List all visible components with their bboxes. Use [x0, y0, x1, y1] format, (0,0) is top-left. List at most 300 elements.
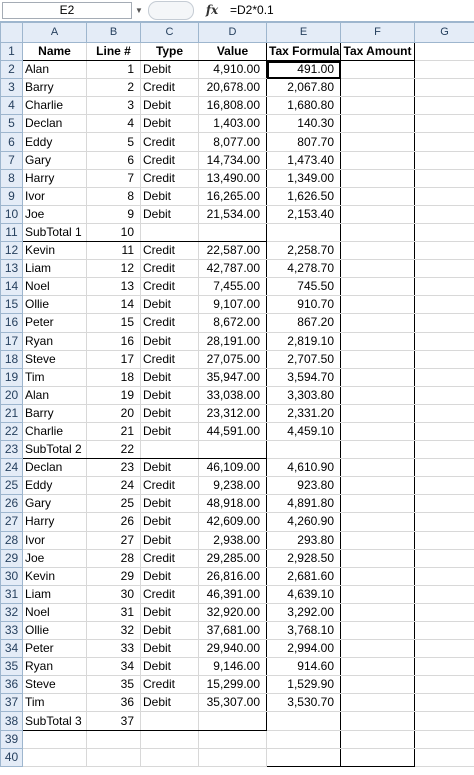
cell-value[interactable]: 21,534.00	[199, 205, 267, 223]
cell-tax-formula[interactable]	[267, 712, 341, 730]
cell-line[interactable]: 17	[87, 350, 141, 368]
cell-g[interactable]	[415, 97, 474, 115]
cell-g[interactable]	[415, 422, 474, 440]
cell-value[interactable]: 28,191.00	[199, 332, 267, 350]
cell-name[interactable]: Noel	[23, 603, 87, 621]
cell-name[interactable]: SubTotal 3	[23, 712, 87, 730]
cell-tax-formula[interactable]: 867.20	[267, 314, 341, 332]
cell-name[interactable]: Ryan	[23, 332, 87, 350]
cell-value[interactable]: 1,403.00	[199, 115, 267, 133]
cell-tax-amount[interactable]	[341, 386, 415, 404]
cell-g[interactable]	[415, 694, 474, 712]
cell-value[interactable]: 46,109.00	[199, 459, 267, 477]
cell-type[interactable]: Debit	[141, 422, 199, 440]
row-header[interactable]: 12	[1, 242, 23, 260]
cell-name[interactable]: Gary	[23, 151, 87, 169]
cell-tax-amount[interactable]	[341, 79, 415, 97]
cell-line[interactable]: 3	[87, 97, 141, 115]
header-cell-name[interactable]: Name	[23, 43, 87, 61]
cell-tax-amount[interactable]	[341, 640, 415, 658]
cell-g[interactable]	[415, 441, 474, 459]
cell-g[interactable]	[415, 567, 474, 585]
header-cell-type[interactable]: Type	[141, 43, 199, 61]
cell-type[interactable]: Credit	[141, 676, 199, 694]
cell-tax-formula[interactable]: 3,530.70	[267, 694, 341, 712]
cell-tax-formula[interactable]: 910.70	[267, 296, 341, 314]
cell-tax-formula[interactable]: 4,639.10	[267, 585, 341, 603]
cell-type[interactable]: Debit	[141, 332, 199, 350]
row-header[interactable]: 18	[1, 350, 23, 368]
cell-tax-amount[interactable]	[341, 730, 415, 748]
cell-g[interactable]	[415, 549, 474, 567]
cell-tax-formula[interactable]: 2,994.00	[267, 640, 341, 658]
cell-line[interactable]: 5	[87, 133, 141, 151]
row-header[interactable]: 37	[1, 694, 23, 712]
row-header[interactable]: 23	[1, 441, 23, 459]
cell-value[interactable]: 8,672.00	[199, 314, 267, 332]
row-header[interactable]: 11	[1, 223, 23, 241]
cell-tax-amount[interactable]	[341, 495, 415, 513]
cell-type[interactable]: Credit	[141, 242, 199, 260]
cell-line[interactable]: 35	[87, 676, 141, 694]
row-header[interactable]: 31	[1, 585, 23, 603]
cell-g[interactable]	[415, 712, 474, 730]
cell-tax-formula[interactable]: 3,292.00	[267, 603, 341, 621]
cell-value[interactable]: 35,947.00	[199, 368, 267, 386]
cell-line[interactable]: 21	[87, 422, 141, 440]
cell-type[interactable]: Debit	[141, 386, 199, 404]
cell-tax-formula[interactable]: 4,260.90	[267, 513, 341, 531]
cell-type[interactable]: Credit	[141, 169, 199, 187]
cell-type[interactable]: Debit	[141, 296, 199, 314]
cell-tax-formula[interactable]: 1,473.40	[267, 151, 341, 169]
cell-type[interactable]	[141, 712, 199, 730]
cell-tax-formula[interactable]: 2,153.40	[267, 205, 341, 223]
row-header[interactable]: 9	[1, 187, 23, 205]
cell-name[interactable]: Tim	[23, 694, 87, 712]
cell-tax-amount[interactable]	[341, 314, 415, 332]
name-box[interactable]: E2	[2, 2, 132, 19]
cell-value[interactable]: 44,591.00	[199, 422, 267, 440]
row-header[interactable]: 8	[1, 169, 23, 187]
cell-tax-formula[interactable]: 3,594.70	[267, 368, 341, 386]
cell-type[interactable]: Debit	[141, 567, 199, 585]
cell-type[interactable]	[141, 223, 199, 241]
cell-type[interactable]: Debit	[141, 187, 199, 205]
cell-name[interactable]: Barry	[23, 79, 87, 97]
cell-line[interactable]	[87, 748, 141, 766]
cell-value[interactable]: 9,146.00	[199, 658, 267, 676]
cell-line[interactable]: 25	[87, 495, 141, 513]
cell-g[interactable]	[415, 622, 474, 640]
column-header-b[interactable]: B	[87, 23, 141, 43]
column-header-e[interactable]: E	[267, 23, 341, 43]
cell-g[interactable]	[415, 640, 474, 658]
cell-name[interactable]: Declan	[23, 115, 87, 133]
column-header-a[interactable]: A	[23, 23, 87, 43]
cell-type[interactable]: Debit	[141, 531, 199, 549]
cell-tax-amount[interactable]	[341, 676, 415, 694]
cell-line[interactable]: 9	[87, 205, 141, 223]
cell-tax-amount[interactable]	[341, 205, 415, 223]
row-header[interactable]: 3	[1, 79, 23, 97]
cell-value[interactable]: 42,609.00	[199, 513, 267, 531]
cell-type[interactable]: Debit	[141, 404, 199, 422]
cell-value[interactable]	[199, 748, 267, 766]
row-header[interactable]: 33	[1, 622, 23, 640]
select-all-corner[interactable]	[1, 23, 23, 43]
cell-tax-amount[interactable]	[341, 567, 415, 585]
cell-tax-formula[interactable]: 3,768.10	[267, 622, 341, 640]
cell-tax-amount[interactable]	[341, 404, 415, 422]
cell-g[interactable]	[415, 603, 474, 621]
row-header[interactable]: 32	[1, 603, 23, 621]
cell-line[interactable]: 33	[87, 640, 141, 658]
row-header[interactable]: 38	[1, 712, 23, 730]
cell-g[interactable]	[415, 187, 474, 205]
cell-tax-amount[interactable]	[341, 748, 415, 766]
cell-g[interactable]	[415, 658, 474, 676]
cell-value[interactable]: 29,285.00	[199, 549, 267, 567]
cell-g[interactable]	[415, 278, 474, 296]
cell-name[interactable]: Charlie	[23, 97, 87, 115]
cell-g[interactable]	[415, 495, 474, 513]
cell-type[interactable]: Debit	[141, 640, 199, 658]
cell-line[interactable]: 1	[87, 61, 141, 79]
cell-value[interactable]: 4,910.00	[199, 61, 267, 79]
cell-g[interactable]	[415, 169, 474, 187]
cell-tax-formula[interactable]: 1,680.80	[267, 97, 341, 115]
cell-tax-amount[interactable]	[341, 441, 415, 459]
cell-tax-amount[interactable]	[341, 97, 415, 115]
cell-type[interactable]: Credit	[141, 133, 199, 151]
cell-type[interactable]	[141, 441, 199, 459]
cell-value[interactable]: 7,455.00	[199, 278, 267, 296]
cell-line[interactable]: 18	[87, 368, 141, 386]
cell-value[interactable]: 37,681.00	[199, 622, 267, 640]
cell-tax-amount[interactable]	[341, 133, 415, 151]
cell-g[interactable]	[415, 79, 474, 97]
row-header[interactable]: 30	[1, 567, 23, 585]
cell-line[interactable]: 24	[87, 477, 141, 495]
cell-tax-formula[interactable]: 491.00	[267, 61, 341, 79]
cell-tax-formula[interactable]: 4,459.10	[267, 422, 341, 440]
cell-name[interactable]: Alan	[23, 61, 87, 79]
cell-tax-amount[interactable]	[341, 477, 415, 495]
cell-line[interactable]: 16	[87, 332, 141, 350]
cell-name[interactable]: Liam	[23, 585, 87, 603]
cell-value[interactable]: 8,077.00	[199, 133, 267, 151]
cell-value[interactable]: 42,787.00	[199, 260, 267, 278]
row-header[interactable]: 35	[1, 658, 23, 676]
header-cell-tax-amount[interactable]: Tax Amount	[341, 43, 415, 61]
row-header[interactable]: 29	[1, 549, 23, 567]
cell-type[interactable]: Credit	[141, 260, 199, 278]
cell-tax-amount[interactable]	[341, 332, 415, 350]
row-header[interactable]: 2	[1, 61, 23, 79]
cell-value[interactable]	[199, 223, 267, 241]
cell-value[interactable]: 23,312.00	[199, 404, 267, 422]
cell-value[interactable]: 16,808.00	[199, 97, 267, 115]
cell-g[interactable]	[415, 115, 474, 133]
cell-tax-formula[interactable]: 2,819.10	[267, 332, 341, 350]
cell-line[interactable]: 4	[87, 115, 141, 133]
row-header[interactable]: 20	[1, 386, 23, 404]
cell-line[interactable]: 10	[87, 223, 141, 241]
cell-g[interactable]	[415, 205, 474, 223]
cell-line[interactable]: 27	[87, 531, 141, 549]
cell-type[interactable]: Debit	[141, 459, 199, 477]
cell-type[interactable]: Credit	[141, 585, 199, 603]
formula-input[interactable]: =D2*0.1	[230, 3, 274, 17]
row-header[interactable]: 1	[1, 43, 23, 61]
cell-g[interactable]	[415, 368, 474, 386]
cell-line[interactable]: 31	[87, 603, 141, 621]
cell-g[interactable]	[415, 386, 474, 404]
cell-type[interactable]: Debit	[141, 495, 199, 513]
cell-g[interactable]	[415, 242, 474, 260]
cell-line[interactable]: 22	[87, 441, 141, 459]
cell-line[interactable]: 37	[87, 712, 141, 730]
row-header[interactable]: 40	[1, 748, 23, 766]
cell-tax-formula[interactable]: 140.30	[267, 115, 341, 133]
cell-line[interactable]: 13	[87, 278, 141, 296]
cell-line[interactable]: 29	[87, 567, 141, 585]
cell-type[interactable]: Debit	[141, 115, 199, 133]
cell-name[interactable]: Ryan	[23, 658, 87, 676]
cell-tax-amount[interactable]	[341, 513, 415, 531]
cell-name[interactable]: Tim	[23, 368, 87, 386]
cell-name[interactable]: Ivor	[23, 531, 87, 549]
cell-name[interactable]: Gary	[23, 495, 87, 513]
cell-name[interactable]: Barry	[23, 404, 87, 422]
row-header[interactable]: 22	[1, 422, 23, 440]
cell-g[interactable]	[415, 151, 474, 169]
cell-g[interactable]	[415, 350, 474, 368]
cell-g[interactable]	[415, 260, 474, 278]
cell-tax-formula[interactable]: 1,529.90	[267, 676, 341, 694]
cell-tax-amount[interactable]	[341, 169, 415, 187]
cell-value[interactable]: 9,238.00	[199, 477, 267, 495]
row-header[interactable]: 36	[1, 676, 23, 694]
cell-value[interactable]	[199, 712, 267, 730]
cell-value[interactable]: 27,075.00	[199, 350, 267, 368]
cell-type[interactable]: Debit	[141, 622, 199, 640]
cell-g[interactable]	[415, 585, 474, 603]
cell-g[interactable]	[415, 531, 474, 549]
cell-line[interactable]: 14	[87, 296, 141, 314]
cell-name[interactable]: Eddy	[23, 133, 87, 151]
cell-value[interactable]: 13,490.00	[199, 169, 267, 187]
row-header[interactable]: 19	[1, 368, 23, 386]
row-header[interactable]: 13	[1, 260, 23, 278]
cell-g[interactable]	[415, 133, 474, 151]
row-header[interactable]: 16	[1, 314, 23, 332]
row-header[interactable]: 15	[1, 296, 23, 314]
cell-name[interactable]: Kevin	[23, 567, 87, 585]
cell-type[interactable]: Debit	[141, 368, 199, 386]
cell-value[interactable]: 29,940.00	[199, 640, 267, 658]
row-header[interactable]: 24	[1, 459, 23, 477]
cell-tax-formula[interactable]: 914.60	[267, 658, 341, 676]
cell-tax-amount[interactable]	[341, 350, 415, 368]
row-header[interactable]: 25	[1, 477, 23, 495]
cell-g1[interactable]	[415, 43, 474, 61]
cell-value[interactable]	[199, 730, 267, 748]
cell-g[interactable]	[415, 748, 474, 766]
row-header[interactable]: 17	[1, 332, 23, 350]
cell-tax-formula[interactable]: 2,928.50	[267, 549, 341, 567]
cell-tax-amount[interactable]	[341, 278, 415, 296]
cell-tax-formula[interactable]: 293.80	[267, 531, 341, 549]
cell-type[interactable]: Debit	[141, 694, 199, 712]
name-box-dropdown-icon[interactable]: ▼	[135, 6, 143, 15]
cell-type[interactable]: Credit	[141, 314, 199, 332]
column-header-c[interactable]: C	[141, 23, 199, 43]
column-header-f[interactable]: F	[341, 23, 415, 43]
cell-name[interactable]: Charlie	[23, 422, 87, 440]
cell-tax-formula[interactable]: 2,707.50	[267, 350, 341, 368]
cell-tax-amount[interactable]	[341, 622, 415, 640]
cell-name[interactable]: SubTotal 2	[23, 441, 87, 459]
cell-type[interactable]: Debit	[141, 205, 199, 223]
cell-name[interactable]: Joe	[23, 549, 87, 567]
cell-tax-amount[interactable]	[341, 151, 415, 169]
cell-tax-amount[interactable]	[341, 223, 415, 241]
column-header-g[interactable]: G	[415, 23, 474, 43]
cell-tax-amount[interactable]	[341, 242, 415, 260]
cell-name[interactable]: Joe	[23, 205, 87, 223]
cell-g[interactable]	[415, 314, 474, 332]
cell-value[interactable]	[199, 441, 267, 459]
cell-type[interactable]: Credit	[141, 477, 199, 495]
cell-name[interactable]: Kevin	[23, 242, 87, 260]
cell-type[interactable]: Debit	[141, 603, 199, 621]
cell-tax-formula[interactable]	[267, 441, 341, 459]
cell-line[interactable]: 11	[87, 242, 141, 260]
cell-tax-amount[interactable]	[341, 260, 415, 278]
cell-tax-amount[interactable]	[341, 712, 415, 730]
cell-name[interactable]: Declan	[23, 459, 87, 477]
cell-line[interactable]: 34	[87, 658, 141, 676]
cell-g[interactable]	[415, 513, 474, 531]
cell-g[interactable]	[415, 296, 474, 314]
cell-tax-amount[interactable]	[341, 422, 415, 440]
cell-value[interactable]: 20,678.00	[199, 79, 267, 97]
cell-line[interactable]: 8	[87, 187, 141, 205]
row-header[interactable]: 4	[1, 97, 23, 115]
header-cell-line[interactable]: Line #	[87, 43, 141, 61]
cell-type[interactable]	[141, 730, 199, 748]
cell-line[interactable]: 36	[87, 694, 141, 712]
cell-value[interactable]: 32,920.00	[199, 603, 267, 621]
cell-tax-amount[interactable]	[341, 115, 415, 133]
row-header[interactable]: 5	[1, 115, 23, 133]
cell-line[interactable]: 19	[87, 386, 141, 404]
cell-value[interactable]: 22,587.00	[199, 242, 267, 260]
cell-tax-formula[interactable]: 4,278.70	[267, 260, 341, 278]
row-header[interactable]: 39	[1, 730, 23, 748]
row-header[interactable]: 6	[1, 133, 23, 151]
cell-line[interactable]: 23	[87, 459, 141, 477]
cell-name[interactable]: Peter	[23, 640, 87, 658]
cell-line[interactable]: 20	[87, 404, 141, 422]
cell-value[interactable]: 2,938.00	[199, 531, 267, 549]
cell-tax-formula[interactable]: 923.80	[267, 477, 341, 495]
cell-line[interactable]: 30	[87, 585, 141, 603]
cell-tax-amount[interactable]	[341, 296, 415, 314]
cell-g[interactable]	[415, 459, 474, 477]
cell-line[interactable]: 26	[87, 513, 141, 531]
cell-tax-formula[interactable]: 2,331.20	[267, 404, 341, 422]
cell-tax-amount[interactable]	[341, 694, 415, 712]
cell-name[interactable]: Ollie	[23, 296, 87, 314]
cell-tax-amount[interactable]	[341, 603, 415, 621]
cell-name[interactable]: Steve	[23, 350, 87, 368]
cell-name[interactable]	[23, 748, 87, 766]
insert-function-icon[interactable]: fx	[205, 3, 219, 17]
cell-name[interactable]: Harry	[23, 169, 87, 187]
column-header-d[interactable]: D	[199, 23, 267, 43]
cell-line[interactable]: 2	[87, 79, 141, 97]
cell-line[interactable]: 32	[87, 622, 141, 640]
row-header[interactable]: 27	[1, 513, 23, 531]
cell-g[interactable]	[415, 223, 474, 241]
header-cell-value[interactable]: Value	[199, 43, 267, 61]
cell-tax-formula[interactable]: 4,610.90	[267, 459, 341, 477]
cell-name[interactable]: Ivor	[23, 187, 87, 205]
cell-value[interactable]: 46,391.00	[199, 585, 267, 603]
cell-type[interactable]: Credit	[141, 79, 199, 97]
cell-value[interactable]: 35,307.00	[199, 694, 267, 712]
cell-name[interactable]: SubTotal 1	[23, 223, 87, 241]
cell-name[interactable]: Noel	[23, 278, 87, 296]
row-header[interactable]: 10	[1, 205, 23, 223]
cell-tax-amount[interactable]	[341, 658, 415, 676]
cell-tax-formula[interactable]: 1,626.50	[267, 187, 341, 205]
cell-name[interactable]: Liam	[23, 260, 87, 278]
cell-type[interactable]	[141, 748, 199, 766]
cell-tax-formula[interactable]	[267, 748, 341, 766]
cell-name[interactable]: Peter	[23, 314, 87, 332]
cell-type[interactable]: Debit	[141, 513, 199, 531]
cell-g[interactable]	[415, 477, 474, 495]
cell-value[interactable]: 15,299.00	[199, 676, 267, 694]
cell-type[interactable]: Credit	[141, 151, 199, 169]
cell-tax-formula[interactable]: 807.70	[267, 133, 341, 151]
cell-value[interactable]: 9,107.00	[199, 296, 267, 314]
cell-tax-formula[interactable]: 2,681.60	[267, 567, 341, 585]
cell-tax-formula[interactable]	[267, 223, 341, 241]
cell-type[interactable]: Debit	[141, 61, 199, 79]
cell-name[interactable]: Alan	[23, 386, 87, 404]
cell-name[interactable]: Steve	[23, 676, 87, 694]
cell-name[interactable]: Eddy	[23, 477, 87, 495]
cell-line[interactable]: 7	[87, 169, 141, 187]
cell-type[interactable]: Credit	[141, 549, 199, 567]
header-cell-tax-formula[interactable]: Tax Formula	[267, 43, 341, 61]
cell-tax-formula[interactable]: 745.50	[267, 278, 341, 296]
cell-tax-amount[interactable]	[341, 585, 415, 603]
cell-type[interactable]: Debit	[141, 658, 199, 676]
cell-line[interactable]	[87, 730, 141, 748]
cell-type[interactable]: Credit	[141, 350, 199, 368]
cell-line[interactable]: 12	[87, 260, 141, 278]
cell-tax-amount[interactable]	[341, 368, 415, 386]
row-header[interactable]: 26	[1, 495, 23, 513]
cell-line[interactable]: 6	[87, 151, 141, 169]
cell-name[interactable]: Ollie	[23, 622, 87, 640]
